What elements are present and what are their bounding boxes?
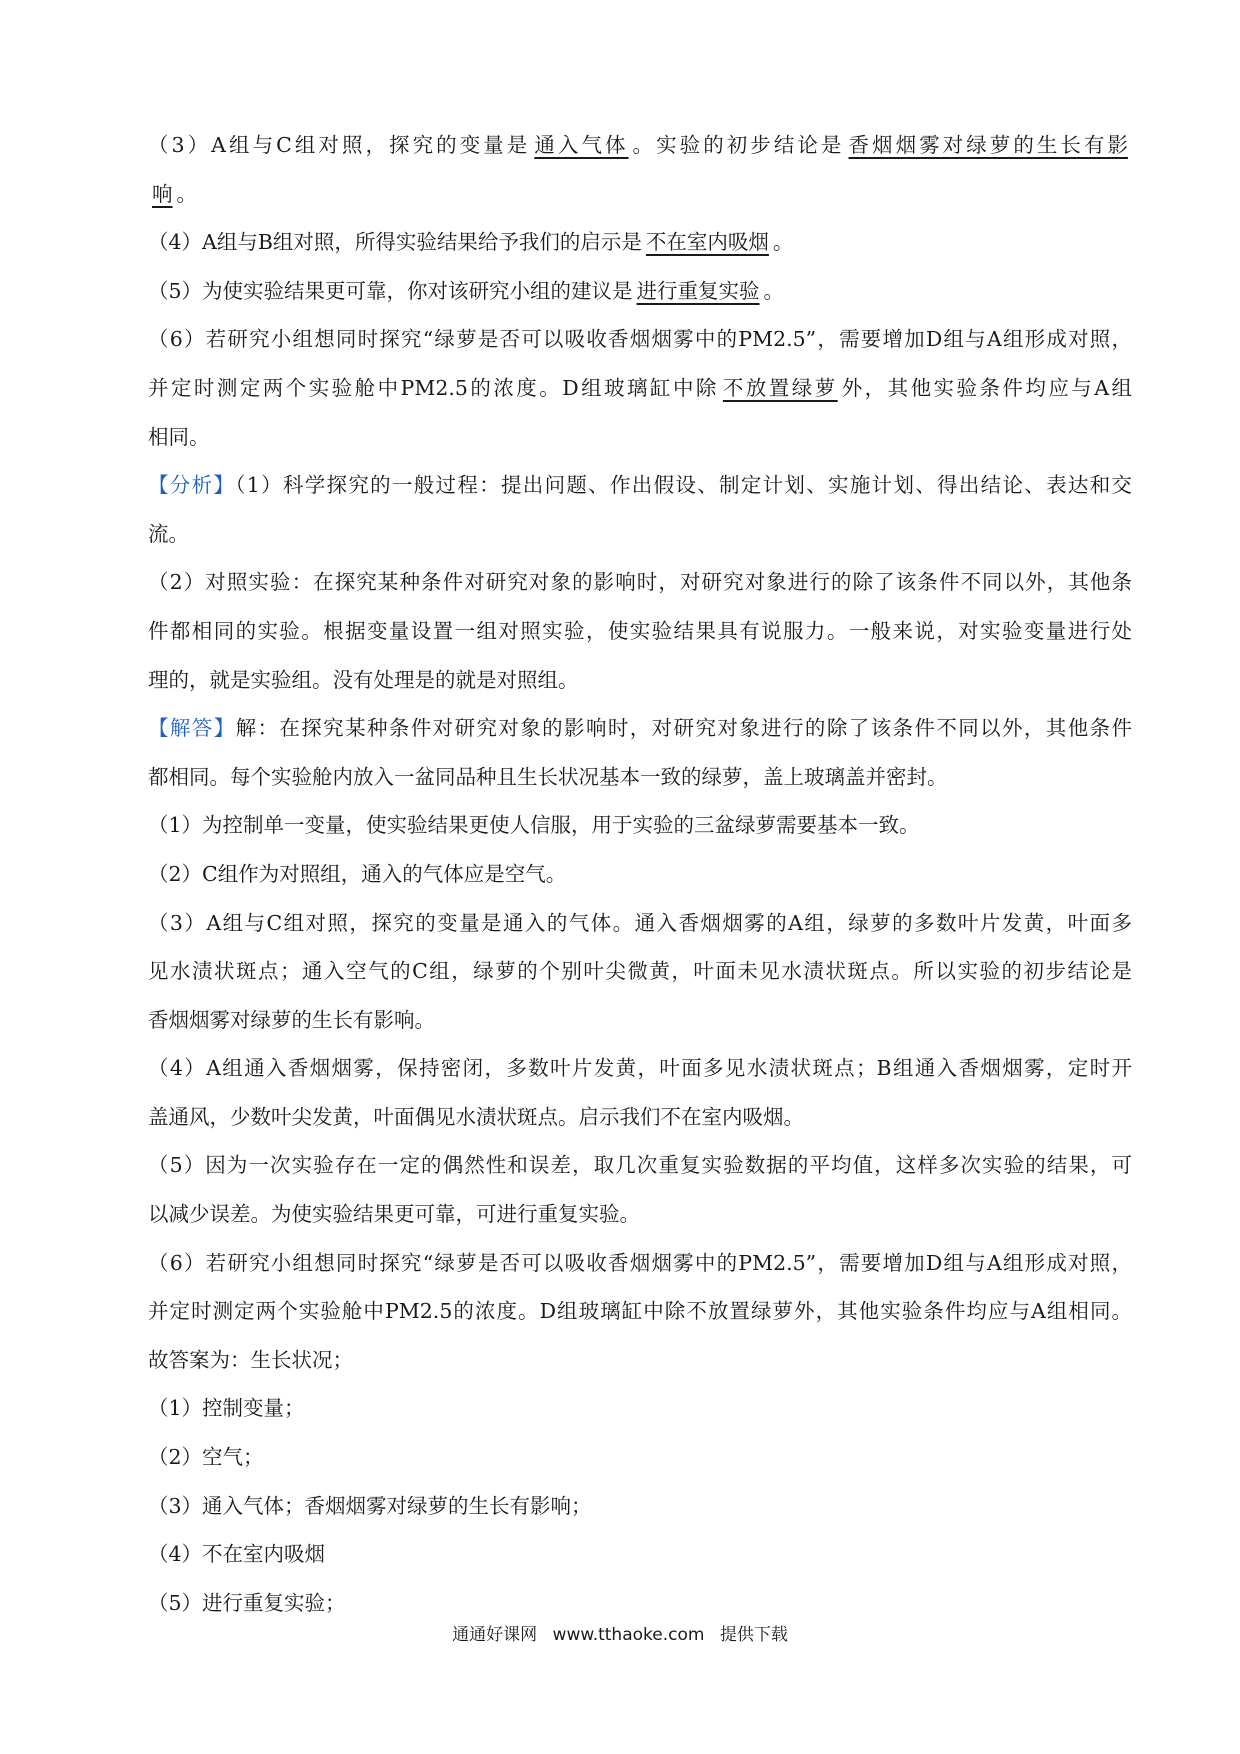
q3-answer2-continued: 响: [152, 181, 173, 206]
solution-line6: 见水渍状斑点；通入空气的C组，绿萝的个别叶尖微黄，叶面未见水渍状斑点。所以实验的初步结论是: [148, 959, 1132, 984]
analysis-text: （1）科学探究的一般过程：提出问题、作出假设、制定计划、实施计划、得出结论、表达和交: [235, 473, 1132, 498]
solution-line7: 香烟烟雾对绿萝的生长有影响。: [148, 1007, 435, 1032]
q5-line: [148, 267, 1132, 316]
solution-line2: 都相同。每个实验舱内放入一盆同品种且生长状况基本一致的绿萝，盖上玻璃盖并密封。: [148, 764, 948, 789]
q6-line3: 相同。: [148, 424, 210, 449]
q5-answer-blank: 进行重复实验: [636, 278, 760, 303]
footer-suffix: 提供下载: [719, 1625, 788, 1645]
q6-answer-blank: 不放置绿萝: [722, 375, 838, 400]
q4-answer-blank: 不在室内吸烟: [645, 230, 769, 255]
page-footer: [0, 1620, 1240, 1645]
solution-line12: （6）若研究小组想同时探究“绿萝是否可以吸收香烟烟雾中的PM2.5”，需要增加D组与A组形成对照，: [148, 1250, 1132, 1275]
analysis-line5: 理的，就是实验组。没有处理是的就是对照组。: [148, 667, 579, 692]
solution-line9: 盖通风，少数叶尖发黄，叶面偶见水渍状斑点。启示我们不在室内吸烟。: [148, 1104, 804, 1129]
q4-text: （4）A组与B组对照，所得实验结果给予我们的启示是: [148, 230, 642, 255]
q5-text-end: 。: [763, 278, 785, 303]
q5-text: （5）为使实验结果更可靠，你对该研究小组的建议是: [148, 278, 633, 303]
q4-text-end: 。: [772, 230, 794, 255]
analysis-line3: （2）对照实验：在探究某种条件对研究对象的影响时，对研究对象进行的除了该条件不同以外，其他条: [148, 570, 1132, 595]
q3-text: （3）A组与C组对照，探究的变量是: [148, 133, 531, 157]
analysis-line2: 流。: [148, 521, 189, 546]
final-answer-1: （1）控制变量；: [148, 1396, 305, 1421]
solution-label: 【解答】: [148, 716, 236, 741]
q6-text-end: 外，其他实验条件均应与A组: [841, 375, 1132, 400]
solution-line11: 以减少误差。为使实验结果更可靠，可进行重复实验。: [148, 1202, 640, 1227]
analysis-label: 【分析】: [148, 473, 236, 498]
solution-line3: （1）为控制单一变量，使实验结果更使人信服，用于实验的三盆绿萝需要基本一致。: [148, 813, 920, 838]
analysis-line4: 件都相同的实验。根据变量设置一组对照实验，使实验结果具有说服力。一般来说，对实验变量进行处: [148, 618, 1132, 643]
q3-line1: [148, 121, 1132, 170]
footer-url: www.tthaoke.com: [552, 1625, 705, 1645]
q6-line1: （6）若研究小组想同时探究“绿萝是否可以吸收香烟烟雾中的PM2.5”，需要增加D组与A组形成对照，: [148, 327, 1132, 352]
q6-line2: [148, 364, 1132, 413]
solution-line1: [148, 704, 1132, 753]
footer-site-name: 通通好课网: [452, 1625, 538, 1645]
final-answer-4: （4）不在室内吸烟: [148, 1542, 326, 1567]
q3-text-end: 。: [176, 181, 197, 206]
solution-line5: （3）A组与C组对照，探究的变量是通入的气体。通入香烟烟雾的A组，绿萝的多数叶片发黄，叶面多: [148, 910, 1132, 935]
q3-answer1-blank: 通入气体: [534, 133, 629, 157]
q3-answer2-blank: 香烟烟雾对绿萝的生长有影: [848, 133, 1129, 157]
analysis-line1: [148, 461, 1132, 510]
final-answer-intro: 故答案为：生长状况；: [148, 1347, 353, 1372]
q3-text-mid: 。实验的初步结论是: [632, 133, 845, 157]
solution-line10: （5）因为一次实验存在一定的偶然性和误差，取几次重复实验数据的平均值，这样多次实验的结果，可: [148, 1153, 1132, 1178]
final-answer-3: （3）通入气体；香烟烟雾对绿萝的生长有影响；: [148, 1493, 592, 1518]
q4-line: [148, 218, 1132, 267]
final-answer-2: （2）空气；: [148, 1445, 264, 1470]
solution-line8: （4）A组通入香烟烟雾，保持密闭，多数叶片发黄，叶面多见水渍状斑点；B组通入香烟烟雾，定时开: [148, 1056, 1132, 1081]
solution-text: 解：在探究某种条件对研究对象的影响时，对研究对象进行的除了该条件不同以外，其他条件: [235, 716, 1132, 741]
q3-line2: [148, 170, 1132, 219]
document-page: [148, 121, 1132, 1627]
solution-line4: （2）C组作为对照组，通入的气体应是空气。: [148, 861, 567, 886]
q6-text: 并定时测定两个实验舱中PM2.5的浓度。D组玻璃缸中除: [148, 375, 719, 400]
final-answer-5: （5）进行重复实验；: [148, 1590, 346, 1615]
solution-line13: 并定时测定两个实验舱中PM2.5的浓度。D组玻璃缸中除不放置绿萝外，其他实验条件均应与A组相同。: [148, 1299, 1132, 1324]
